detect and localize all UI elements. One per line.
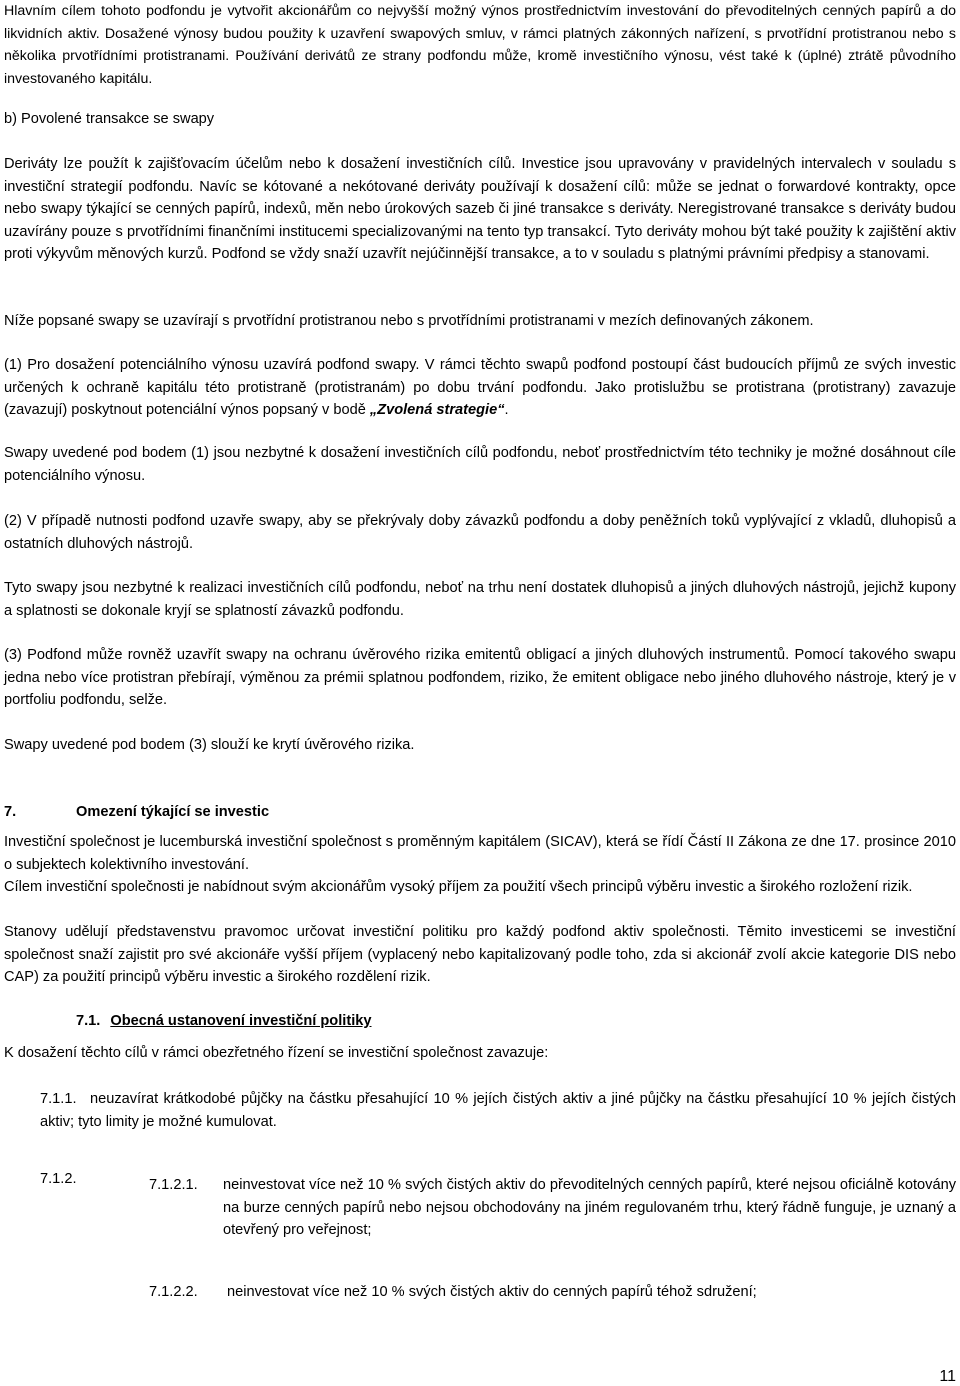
- item-7-1-2-2-number: 7.1.2.2.: [149, 1284, 198, 1300]
- section-7-1-number: 7.1.: [76, 1013, 101, 1029]
- paragraph-investment-goal: Hlavním cílem tohoto podfondu je vytvořit akcionářům co nejvyšší možný výnos prostřednictvím investování do převoditelných cenných papírů a do likvidních aktiv. Dosažené výnosy budou použity k uzavření swapových smluv, v rámci platných zákonných nařízení, s prvotřídní protistranou nebo s několika prvotřídními protistranami. Používání derivátů ze strany podfondu může, kromě investičního výnosu, vést také k (úplné) ztrátě původního investovaného kapitálu.: [4, 3, 956, 87]
- paragraph-swap-3-note: Swapy uvedené pod bodem (3) slouží ke krytí úvěrového rizika.: [4, 737, 415, 753]
- section-7-para-2: Cílem investiční společnosti je nabídnout svým akcionářům vysoký příjem za použití všech principů výběru investic a širokého rozložení rizik.: [4, 879, 913, 895]
- item-7-1-1-number: 7.1.1.: [40, 1091, 77, 1107]
- paragraph-swap-1: [4, 354, 956, 422]
- section-7-1-heading: [76, 1010, 371, 1033]
- section-7-para-1: Investiční společnost je lucemburská investiční společnost s proměnným kapitálem (SICAV), která se řídí Částí II Zákona ze dne 17. prosince 2010 o subjektech kolektivního investování.: [4, 834, 956, 873]
- page-number: 11: [939, 1368, 956, 1385]
- item-7-1-2-1-number: 7.1.2.1.: [149, 1177, 198, 1193]
- item-7-1-2-2-text: neinvestovat více než 10 % svých čistých aktiv do cenných papírů téhož sdružení;: [227, 1284, 757, 1300]
- paragraph-derivatives: Deriváty lze použít k zajišťovacím účelům nebo k dosažení investičních cílů. Investice jsou upravovány v pravidelných intervalech v souladu s investiční strategií podfondu. Navíc se kótované a nekótované deriváty používají k dosažení cílů: může se jednat o forwardové kontrakty, opce nebo swapy týkající se cenných papírů, indexů, měn nebo úrokových sazeb či jiné transakce s deriváty. Neregistrované transakce s deriváty budou uzavírány pouze s prvotřídními finančními institucemi specializovanými na tento typ transakcí. Tyto deriváty mohou být také použity k zajištění aktiv proti výkyvům měnových kurzů. Podfond se vždy snaží uzavřít nejúčinnější transakce, a to v souladu s platnými právními předpisy a stanovami.: [4, 156, 956, 262]
- section-7-title: Omezení týkající se investic: [76, 804, 270, 820]
- section-7-para-3: Stanovy udělují představenstvu pravomoc určovat investiční politiku pro každý podfond aktiv společnosti. Těmito investicemi se investiční společnost snaží zajistit pro své akcionáře vyšší příjem (vyplacený nebo kapitalizovaný podle toho, zda si akcionář zvolí akcie kategorie DIS nebo CAP) za použití principů výběru investic a širokého rozdělení rizik.: [4, 924, 956, 985]
- paragraph-swap-3: (3) Podfond může rovněž uzavřít swapy na ochranu úvěrového rizika emitentů obligací a jiných dluhových instrumentů. Pomocí takového swapu jedna nebo více protistran přebírají, výměnou za prémii splatnou podfondem, riziko, že emitent obligace nebo jiného dluhového nástroje, který je v portfoliu podfondu, selže.: [4, 647, 956, 708]
- paragraph-swap-2: (2) V případě nutnosti podfond uzavře swapy, aby se překrývaly doby závazků podfondu a doby peněžních toků vyplývající z vkladů, dluhopisů a ostatních dluhových nástrojů.: [4, 513, 956, 552]
- section-7-heading: [4, 801, 269, 824]
- paragraph-swap-2-note: Tyto swapy jsou nezbytné k realizaci investičních cílů podfondu, neboť na trhu není dostatek dluhopisů a jiných dluhových nástrojů, jejichž kupony a splatnosti se dokonale kryjí se splatností závazků podfondu.: [4, 580, 956, 619]
- item-7-1-2-number: 7.1.2.: [40, 1171, 77, 1187]
- paragraph-swap-1-text: (1) Pro dosažení potenciálního výnosu uzavírá podfond swapy. V rámci těchto swapů podfond postoupí část budoucích příjmů ze svých investic určených k ochraně kapitálu této protistraně (protistranám) po dobu trvání podfondu. Jako protislužbu se protistrana (protistrany) zavazuje (zavazují) poskytnout potenciální výnos popsaný v bodě: [4, 357, 956, 418]
- strategy-reference: „Zvolená strategie“: [369, 402, 505, 418]
- paragraph-swap-1-note: Swapy uvedené pod bodem (1) jsou nezbytné k dosažení investičních cílů podfondu, neboť prostřednictvím této techniky je možné dosáhnout cíle potenciálního výnosu.: [4, 445, 956, 484]
- item-7-1-2-1-text: neinvestovat více než 10 % svých čistých aktiv do převoditelných cenných papírů, které nejsou oficiálně kotovány na burze cenných papírů nebo nejsou obchodovány na jiném regulovaném trhu, který řádně funguje, je uznaný a otevřený pro veřejnost;: [223, 1177, 956, 1238]
- section-7-number: 7.: [4, 804, 17, 820]
- paragraph-swap-heading: b) Povolené transakce se swapy: [4, 111, 215, 127]
- paragraph-swap-1-end: .: [504, 402, 509, 418]
- paragraph-swaps-intro: Níže popsané swapy se uzavírají s prvotřídní protistranou nebo s prvotřídními protistranami v mezích definovaných zákonem.: [4, 313, 814, 329]
- section-7-1-intro: K dosažení těchto cílů v rámci obezřetného řízení se investiční společnost zavazuje:: [4, 1045, 549, 1061]
- item-7-1-1-text: neuzavírat krátkodobé půjčky na částku přesahující 10 % jejích čistých aktiv a jiné půjčky na částku přesahující 10 % jejích čistých aktiv; tyto limity je možné kumulovat.: [40, 1091, 956, 1130]
- section-7-1-title: Obecná ustanovení investiční politiky: [110, 1013, 372, 1029]
